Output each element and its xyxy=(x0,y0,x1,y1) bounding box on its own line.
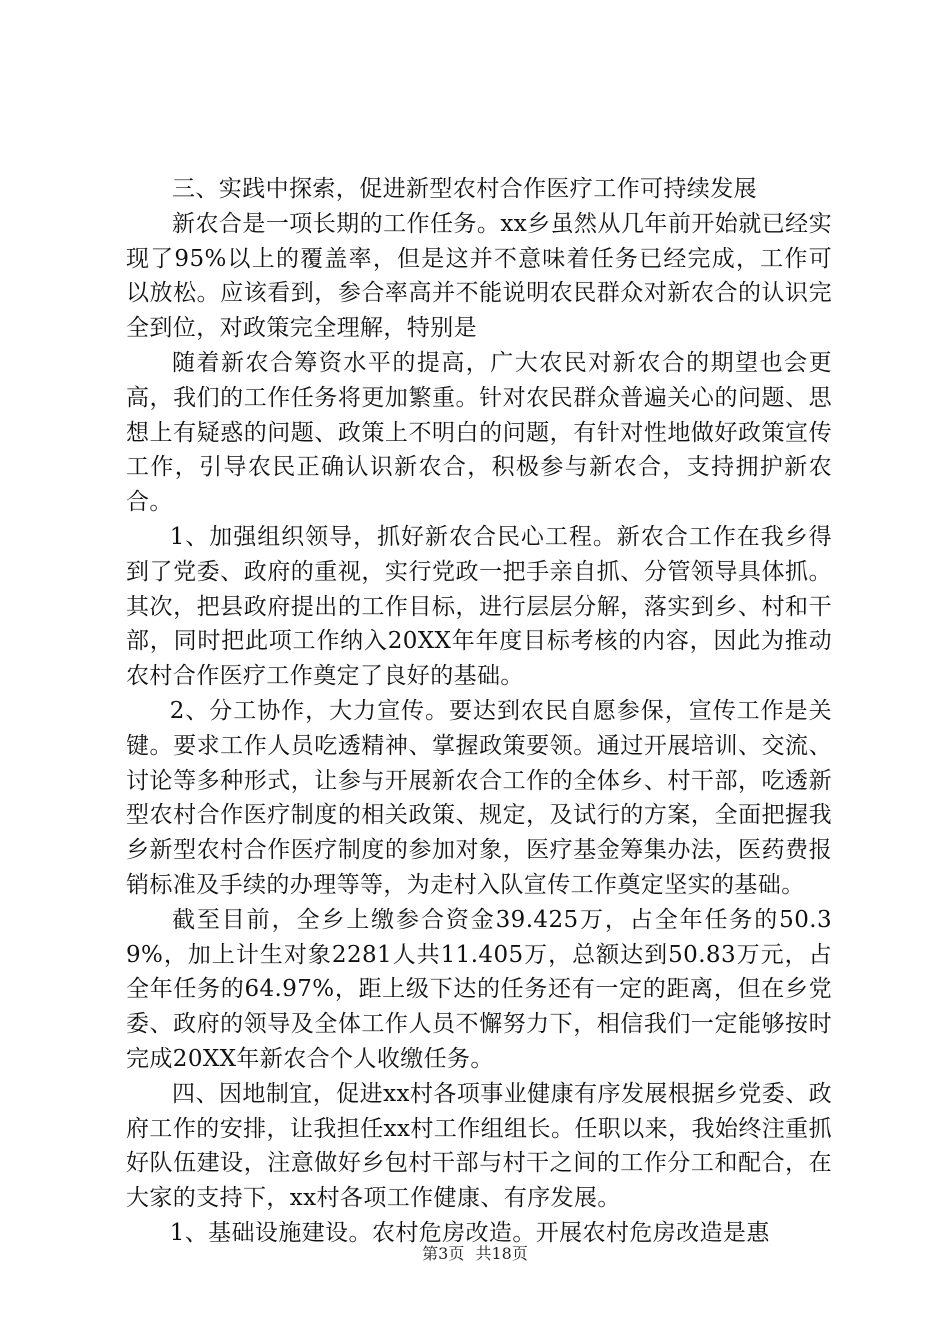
body-paragraph: 1、基础设施建设。农村危房改造。开展农村危房改造是惠 xyxy=(169,1219,770,1246)
body-paragraph: 新农合是一项长期的工作任务。xx乡虽然从几年前开始就已经实现了95%以上的覆盖率，但是这并不意味着任务已经完成，工作可以放松。应该看到，参合率高并不能说明农民群众对新农合的认识完全到位，对政策完全理解，特别是 xyxy=(126,210,832,342)
body-paragraph: 截至目前，全乡上缴参合资金39.425万，占全年任务的50.39%，加上计生对象2281人共11.405万，总额达到50.83万元，占全年任务的64.97%，距上级下达的任务还有一定的距离，但在乡党委、政府的领导及全体工作人员不懈努力下，相信我们一定能够按时完成20XX年新农合个人收缴任务。 xyxy=(126,906,832,1072)
body-paragraph: 随着新农合筹资水平的提高，广大农民对新农合的期望也会更高，我们的工作任务将更加繁重。针对农民群众普遍关心的问题、思想上有疑惑的问题、政策上不明白的问题，有针对性地做好政策宣传工作，引导农民正确认识新农合，积极参与新农合，支持拥护新农合。 xyxy=(126,349,832,516)
document-body xyxy=(126,172,832,1251)
body-paragraph: 1、加强组织领导，抓好新农合民心工程。新农合工作在我乡得到了党委、政府的重视，实行党政一把手亲自抓、分管领导具体抓。其次，把县政府提出的工作目标，进行层层分解，落实到乡、村和干部，同时把此项工作纳入20XX年年度目标考核的内容，因此为推动农村合作医疗工作奠定了良好的基础。 xyxy=(126,523,832,690)
page-footer xyxy=(0,1241,950,1264)
section-heading-three: 三、实践中探索，促进新型农村合作医疗工作可持续发展 xyxy=(172,176,757,202)
body-paragraph: 2、分工协作，大力宣传。要达到农民自愿参保，宣传工作是关键。要求工作人员吃透精神、掌握政策要领。通过开展培训、交流、讨论等多种形式，让参与开展新农合工作的全体乡、村干部，吃透新型农村合作医疗制度的相关政策、规定，及试行的方案，全面把握我乡新型农村合作医疗制度的参加对象，医疗基金筹集办法，医药费报销标准及手续的办理等等，为走村入队宣传工作奠定坚实的基础。 xyxy=(126,697,832,898)
page-total: 共18页 xyxy=(475,1244,528,1263)
page-number: 第3页 xyxy=(422,1244,465,1263)
section-heading-four: 四、因地制宜，促进xx村各项事业健康有序发展根据乡党委、政府工作的安排，让我担任xx村工作组组长。任职以来，我始终注重抓好队伍建设，注意做好乡包村干部与村干之间的工作分工和配合，在大家的支持下，xx村各项工作健康、有序发展。 xyxy=(126,1080,832,1212)
